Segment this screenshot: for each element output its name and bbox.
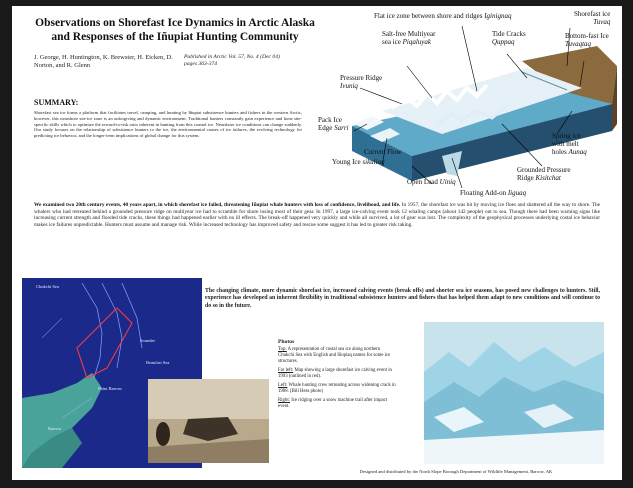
leader-line: [407, 66, 432, 98]
main-paragraph-body: In 1957, the shorefast ice was hit by moving ice floes and shattered all the way to shore. The whalers who had retreated behind a grounded pressure ridge on multiyear ice had to scramble for shore losing most of their gear. In 1997, a large ice-calving event took 12 whaling camps (about 142 people) out to sea. Though there had been warning signs like increasing current strength and flooded tide cracks, these things had happened earlier with no ill effects. The break-off happened very quickly and while all survived, a lot of gear was lost. The complexity of the geophysical processes underlying costal ice behavior makes ice failures unpredictable. Hunters must assume and manage risk. While increased technology has improved safety and rescue some suggest it has led to greater risk taking.: [34, 202, 600, 228]
publication-line-1: Published in Arctic Vol. 57, No. 4 (Dec 04): [184, 54, 280, 60]
label-pack-ice-edge: Pack Ice Edge Sarri: [318, 116, 349, 132]
title-line-1: Observations on Shorefast Ice Dynamics in Arctic Alaska: [35, 17, 315, 29]
calving-event-outline: [77, 308, 132, 378]
label-young-ice: Young Ice sikuliaq: [332, 158, 385, 166]
footer-credit: Designed and distributed by the North Slope Borough Department of Wildlife Management, Barrow, AK: [359, 469, 553, 474]
label-flat-ice: Flat ice zone between shore and ridges Iginignaq: [374, 12, 512, 20]
photo-captions: [278, 339, 396, 413]
publication-info: [184, 54, 294, 68]
label-tide-cracks: Tide Cracks Quppaq: [492, 30, 526, 46]
photos-heading: Photos: [278, 339, 295, 345]
summary-text: Shorefast sea ice forms a platform that facilitates travel, camping, and hunting by Iñupiat subsistence hunters and fishers in the western Arctic, however, this nearshore sea-ice zone is an unforgiving and dynamic environment. Traditional hunters constantly gain experience and hone site-specific skills which to optimize the reward-to-risk ratio inherent in hunting from this coastal ice. Nearshore ice conditions can change suddenly. Our study focuses on the relationship of subsistence hunters to the ice, the environmental causes of ice failures, the evolving technology for predicting ice behavior, and the longer-term implications of global change for this system.: [34, 110, 302, 139]
label-salt-free-multiyear: Salt-free Multiyear sea ice Piqaluyak: [382, 30, 436, 46]
title-line-2: and Responses of the Iñupiat Hunting Community: [51, 31, 299, 43]
label-pressure-ridge: Pressure Ridge Ivuniq: [340, 74, 383, 90]
ice-photo: [424, 322, 604, 464]
map-label-sounder: Sounder: [140, 338, 155, 343]
map-grid-line: [42, 318, 62, 338]
map-label-point-barrow: Point Barrow: [98, 386, 123, 391]
caption-top: Top: A representation of costal sea ice along northern Chukchi Sea with English and Iñupiaq names for some ice structures.: [278, 347, 391, 364]
map-label-beaufort: Beaufort Sea: [146, 360, 170, 365]
map-ice-line: [102, 283, 122, 368]
leader-line: [360, 88, 402, 104]
climate-challenges-text: The changing climate, more dynamic shorefast ice, increased calving events (break offs) and shorter sea ice seasons, has posed new challenges to hunters. Still, experience has developed an inherent flexibility in traditional subsistence hunters and fishers that has helped them adapt to new conditions and will continue to do so in the future.: [205, 288, 600, 309]
label-spring-ice: Spring ice with melt holes Aunaq: [552, 132, 587, 156]
map-ice-line: [82, 283, 102, 378]
label-shorefast-ice: Shorefast ice Tuvaq: [574, 10, 611, 26]
caption-right: Right: Ice ridging over a snow machine trail after impact event.: [278, 398, 388, 409]
summary-heading: SUMMARY:: [34, 98, 79, 107]
authors: J. George, H. Huntington, K. Brewster, H. Eicken, D. Norton, and R. Glenn: [34, 54, 173, 69]
label-bottom-fast-ice: Bottom-fast Ice Tuvaqtaq: [565, 32, 609, 48]
label-open-lead: Open Lead Uiniq: [407, 178, 456, 186]
label-current-flow: Current Flow: [364, 148, 402, 156]
poster-title: [30, 16, 320, 44]
leader-line: [462, 26, 477, 91]
sepia-photo: [148, 379, 269, 463]
photo-figure: [156, 422, 170, 446]
main-paragraph: [34, 202, 600, 228]
main-paragraph-lead: We examined two 20th century events, 40 years apart, in which shorefast ice failed, threatening Iñupiat whale hunters with loss of confidence, livelihood, and life.: [34, 202, 401, 208]
map-label-chukchi: Chukchi Sea: [36, 284, 59, 289]
poster: [12, 6, 622, 480]
photo-sky: [148, 379, 269, 419]
whale-hunting-crew-photo: [148, 379, 269, 463]
map-label-barrow: Barrow: [48, 426, 62, 431]
label-floating-add-on: Floating Add-on Iiguaq: [460, 189, 527, 197]
label-grounded-pressure-ridge: Grounded Pressure Ridge Kisitchat: [517, 166, 571, 182]
publication-line-2: pages 363-374: [184, 61, 218, 67]
caption-left: Left: Whale hunting crew retreating across widening crack in 1988. (Bill Hess photo): [278, 383, 396, 394]
sea-ice-diagram: [312, 6, 622, 202]
ice-ridging-photo: [424, 322, 604, 464]
caption-far-left: Far left: Map showing a large shorefast ice calving event in 1993 (outlined in red).: [278, 368, 392, 379]
